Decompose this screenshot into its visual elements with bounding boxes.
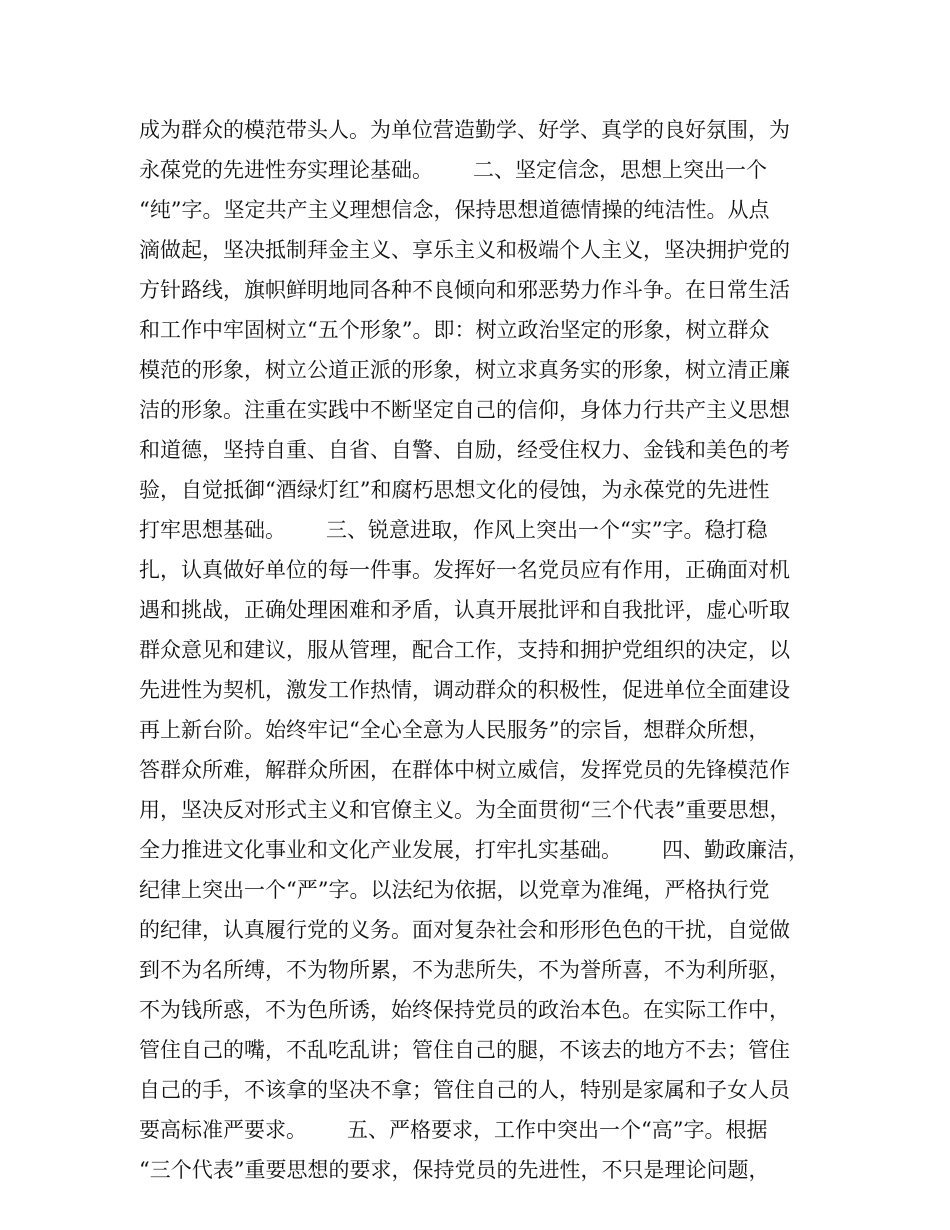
text-line: 验，自觉抵御“酒绿灯红”和腐朽思想文化的侵蚀，为永葆党的先进性	[139, 478, 770, 502]
text-line: 要高标准严要求。 五、严格要求，工作中突出一个“高”字。根据	[139, 1118, 768, 1142]
text-line: 成为群众的模范带头人。为单位营造勤学、好学、真学的良好氛围，为	[139, 118, 790, 142]
text-line: 永葆党的先进性夯实理论基础。 二、坚定信念，思想上突出一个	[139, 158, 768, 182]
text-line: 再上新台阶。始终牢记“全心全意为人民服务”的宗旨，想群众所想，	[139, 718, 770, 742]
text-line: 打牢思想基础。 三、锐意进取，作风上突出一个“实”字。稳打稳	[139, 518, 768, 542]
text-line: 模范的形象，树立公道正派的形象，树立求真务实的形象，树立清正廉	[139, 358, 790, 382]
text-line: 答群众所难，解群众所困，在群体中树立威信，发挥党员的先锋模范作	[139, 758, 790, 782]
text-line: 全力推进文化事业和文化产业发展，打牢扎实基础。 四、勤政廉洁，	[139, 838, 810, 862]
body-text	[139, 110, 829, 1190]
text-line: 方针路线，旗帜鲜明地同各种不良倾向和邪恶势力作斗争。在日常生活	[139, 278, 790, 302]
text-line: 的纪律，认真履行党的义务。面对复杂社会和形形色色的干扰，自觉做	[139, 918, 790, 942]
text-line: 先进性为契机，激发工作热情，调动群众的积极性，促进单位全面建设	[139, 678, 790, 702]
text-line: 遇和挑战，正确处理困难和矛盾，认真开展批评和自我批评，虚心听取	[139, 598, 790, 622]
text-line: 群众意见和建议，服从管理，配合工作，支持和拥护党组织的决定，以	[139, 638, 790, 662]
text-line: 和道德，坚持自重、自省、自警、自励，经受住权力、金钱和美色的考	[139, 438, 790, 462]
text-line: 扎，认真做好单位的每一件事。发挥好一名党员应有作用，正确面对机	[139, 558, 790, 582]
text-line: 到不为名所缚，不为物所累，不为悲所失，不为誉所喜，不为利所驱，	[139, 958, 790, 982]
text-line: 纪律上突出一个“严”字。以法纪为依据，以党章为准绳，严格执行党	[139, 878, 770, 902]
text-line: “纯”字。坚定共产主义理想信念，保持思想道德情操的纯洁性。从点	[139, 198, 770, 222]
text-line: 用，坚决反对形式主义和官僚主义。为全面贯彻“三个代表”重要思想，	[139, 798, 791, 822]
text-line: 滴做起，坚决抵制拜金主义、享乐主义和极端个人主义，坚决拥护党的	[139, 238, 790, 262]
text-line: 自己的手，不该拿的坚决不拿；管住自己的人，特别是家属和子女人员	[139, 1078, 790, 1102]
text-line: 管住自己的嘴，不乱吃乱讲；管住自己的腿，不该去的地方不去；管住	[139, 1038, 790, 1062]
text-line: “三个代表”重要思想的要求，保持党员的先进性，不只是理论问题，	[139, 1158, 770, 1182]
text-line: 洁的形象。注重在实践中不断坚定自己的信仰，身体力行共产主义思想	[139, 398, 790, 422]
text-line: 和工作中牢固树立“五个形象”。即：树立政治坚定的形象，树立群众	[139, 318, 770, 342]
text-line: 不为钱所惑，不为色所诱，始终保持党员的政治本色。在实际工作中，	[139, 998, 790, 1022]
